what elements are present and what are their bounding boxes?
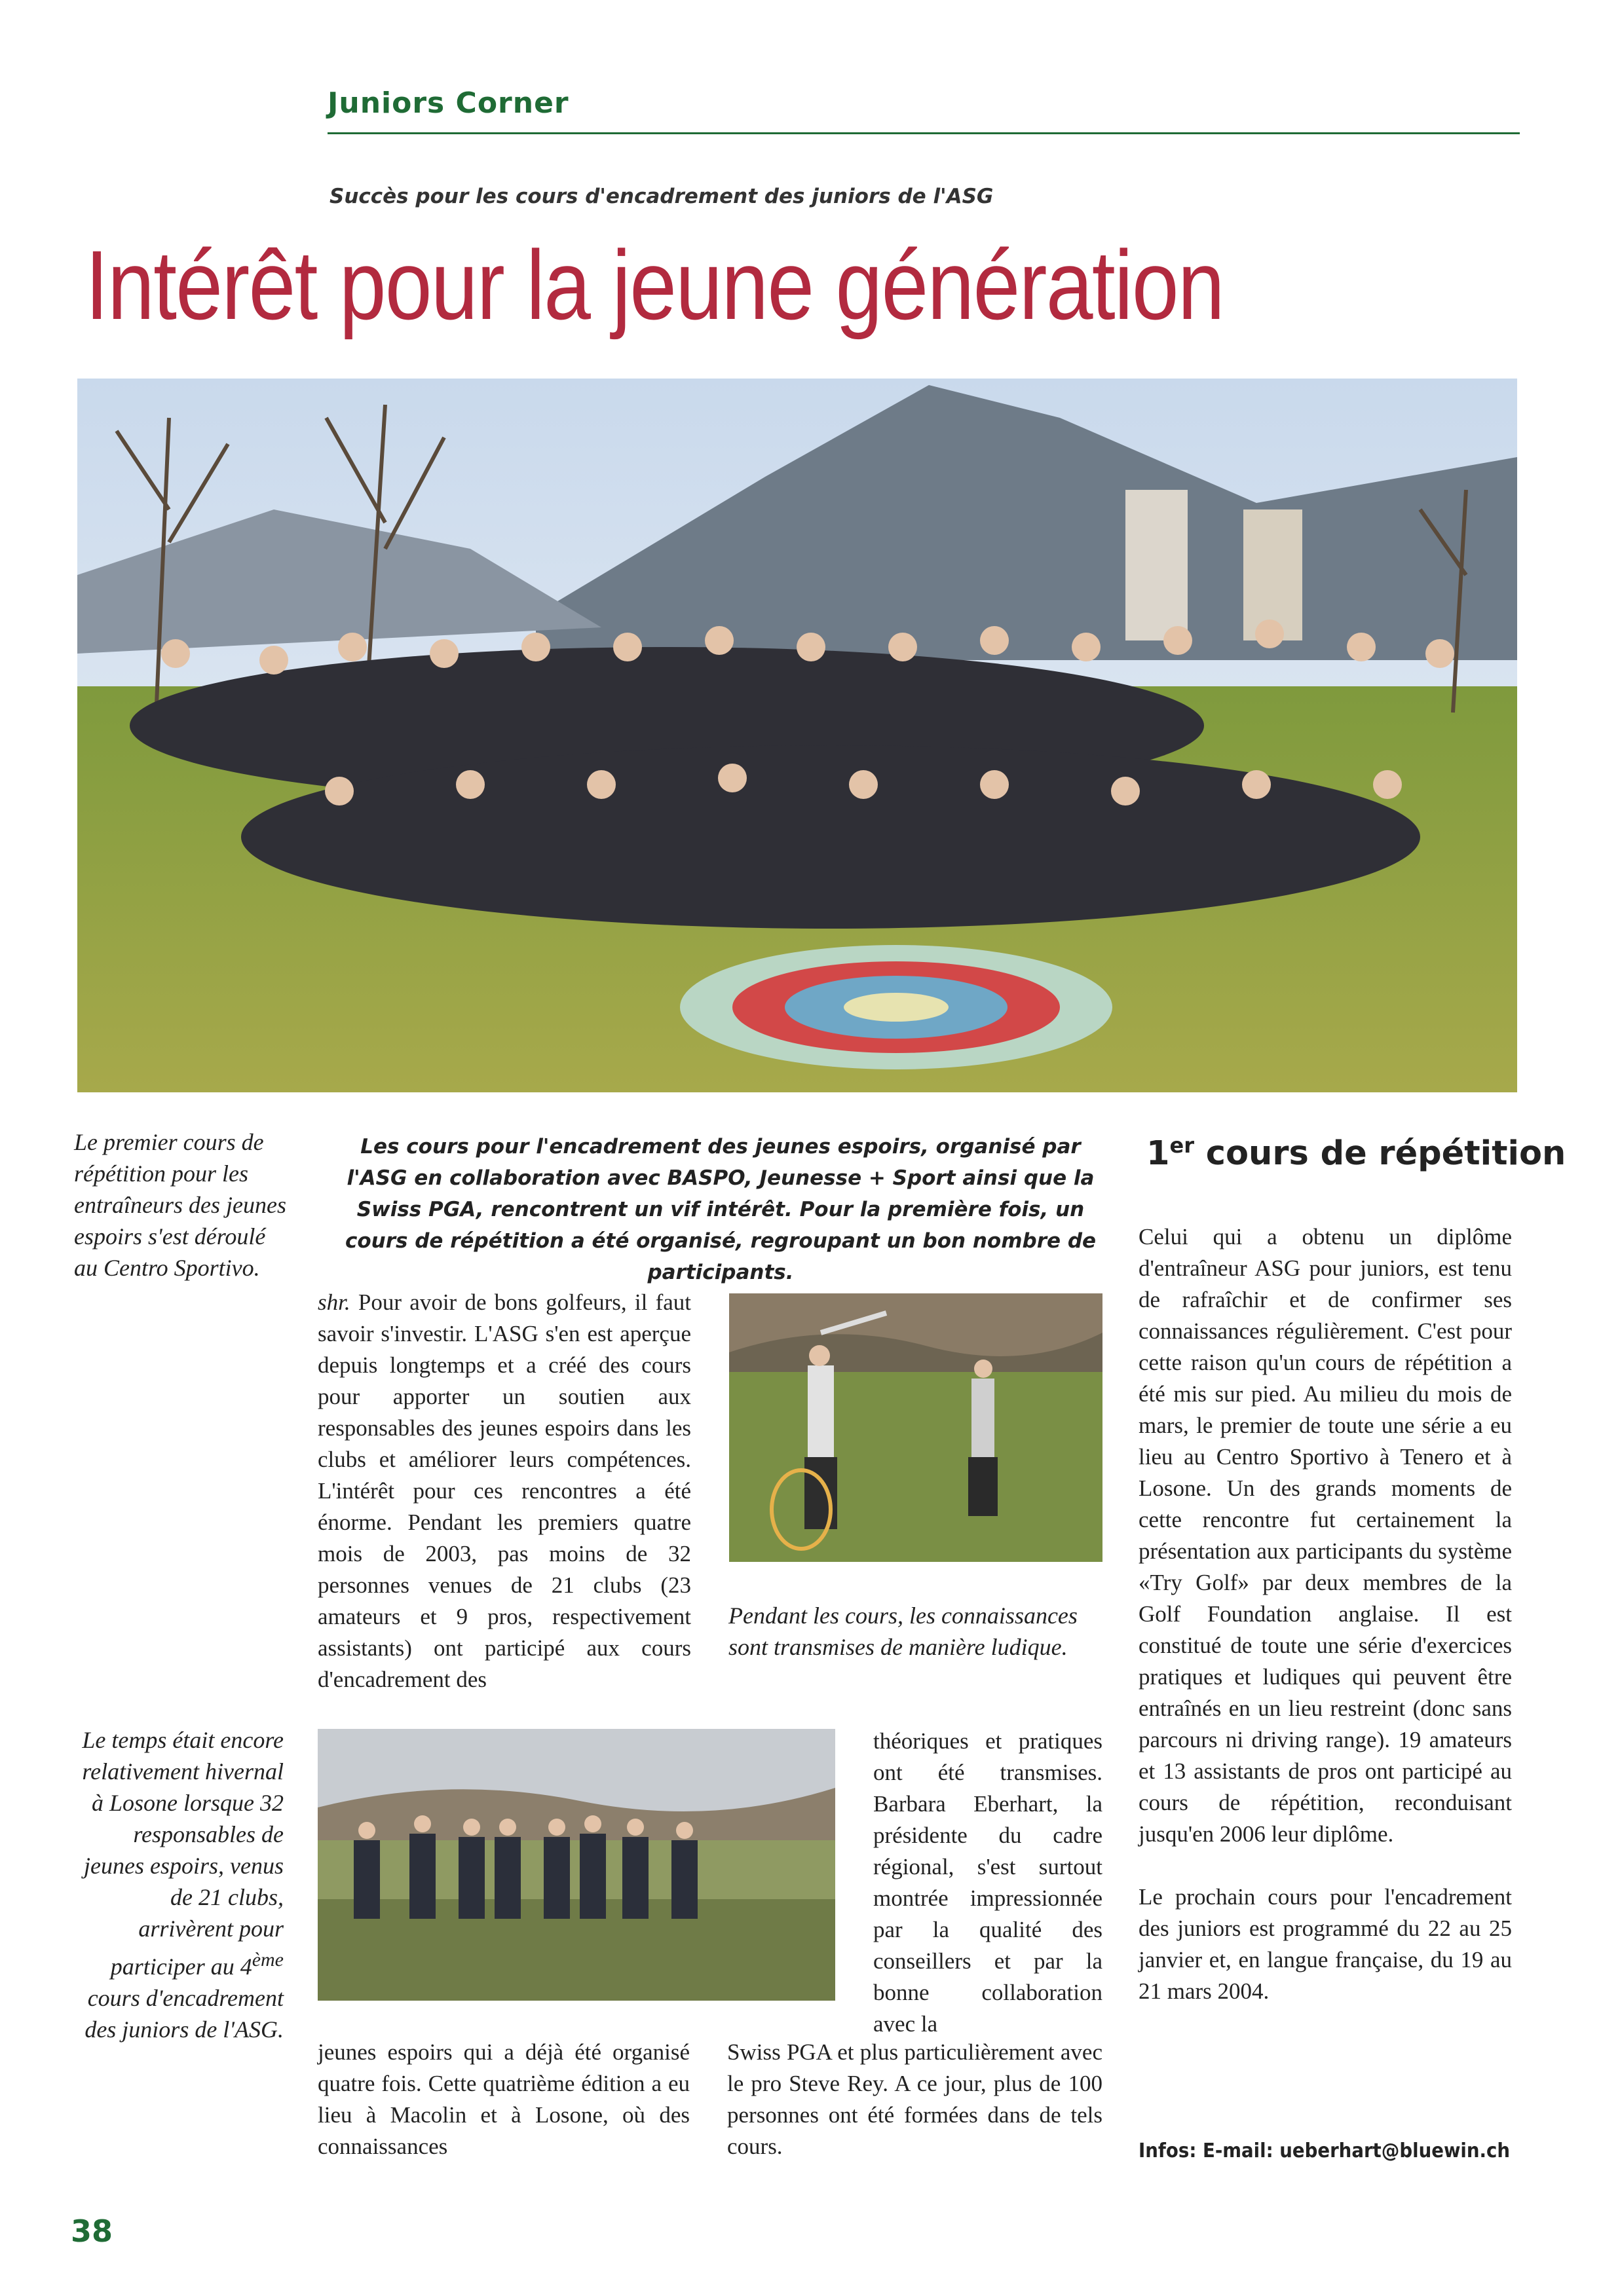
- photo-caption-first-course: Le premier cours de répétition pour les entraîneurs des jeunes espoirs s'est déroulé au Centro Sportivo.: [74, 1129, 286, 1281]
- subhead-text: cours de répétition: [1194, 1134, 1566, 1173]
- sidebar-paragraph-1: Celui qui a obtenu un diplôme d'entraîneur ASG pour juniors, est tenu de rafraîchir et de confirmer ses connaissances régulièrement. C'est pour cette raison qu'un cours de répétition a été mis sur pied. Au milieu du mois de mars, le premier de toute une série a eu lieu au Centro Sportivo à Tenero et à Losone. Un des grands moments de cette rencontre fut certainement la présentation aux participants du système «Try Golf» par deux membres de la Golf Foundation anglaise. Il est constitué de toute une série d'exercices pratiques et ludiques qui peuvent être entraînés en un lieu restreint (donc sans parcours ni driving range). 19 amateurs et 13 assistants de pros ont participé au cours de répétition, reconduisant jusqu'en 2006 leur diplôme.: [1139, 1224, 1512, 1847]
- section-title: Juniors Corner: [328, 86, 569, 120]
- lead-paragraph: Les cours pour l'encadrement des jeunes espoirs, organisé par l'ASG en collaboration avec BASPO, Jeunesse + Sport ainsi que la Swiss PGA, rencontrent un vif intérêt. Pour la première fois, un cours de répétition a été organisé, regroupant un bon nombre de participants.: [345, 1135, 1097, 1284]
- kicker: Succès pour les cours d'encadrement des juniors de l'ASG: [330, 185, 994, 208]
- header-rule: [328, 132, 1520, 134]
- sidebar-subhead: [1146, 1133, 1566, 1173]
- body-column-1: [318, 1287, 691, 1695]
- body-column-2-top: [873, 1726, 1102, 2040]
- caption-weather-text: Le temps était encore relativement hivernal à Losone lorsque 32 responsables de jeunes espoirs, venus de 21 clubs, arrivèrent pour participer au 4: [82, 1727, 284, 1980]
- group-photo: [77, 379, 1517, 1092]
- body-column-2-bottom: [727, 2037, 1102, 2162]
- photo-caption-swing: Pendant les cours, les connaissances sont transmises de manière ludique.: [728, 1602, 1078, 1660]
- body-text-col1-bottom: jeunes espoirs qui a déjà été organisé quatre fois. Cette quatrième édition a eu lieu à Macolin et à Losone, où des connaissances: [318, 2039, 690, 2159]
- headline: Intérêt pour la jeune génération: [85, 230, 1224, 340]
- body-text-col2-top: théoriques et pratiques ont été transmises. Barbara Eberhart, la présidente du cadre régional, s'est surtout montrée impressionnée par la qualité des conseillers et par la bonne collaboration avec la: [873, 1728, 1102, 2037]
- body-text-col2-bottom: Swiss PGA et plus particulièrement avec le pro Steve Rey. A ce jour, plus de 100 personnes ont été formées dans de tels cours.: [727, 2039, 1102, 2159]
- trainees-photo: [318, 1729, 835, 2001]
- swing-photo: [729, 1293, 1102, 1562]
- photo-caption-weather: [74, 1724, 284, 2045]
- sidebar-paragraph-2: Le prochain cours pour l'encadrement des juniors est programmé du 22 au 25 janvier et, en langue française, du 19 au 21 mars 2004.: [1139, 1884, 1512, 2004]
- subhead-number: 1: [1146, 1134, 1170, 1173]
- body-column-1-bottom: [318, 2037, 690, 2162]
- body-text-col1: Pour avoir de bons golfeurs, il faut savoir s'investir. L'ASG s'en est aperçue depuis longtemps et a créé des cours pour apporter un soutien aux responsables des jeunes espoirs dans les clubs et améliorer leurs compétences. L'intérêt pour ces rencontres a été énorme. Pendant les premiers quatre mois de 2003, pas moins de 32 personnes venues de 21 clubs (23 amateurs et 9 pros, respectivement assistants) ont participé aux cours d'encadrement des: [318, 1289, 691, 1692]
- caption-weather-text-end: cours d'encadrement des juniors de l'ASG.: [85, 1985, 284, 2043]
- caption-weather-sup: ème: [252, 1949, 284, 1971]
- page-number: 38: [71, 2213, 113, 2249]
- author-initials: shr.: [318, 1289, 350, 1315]
- sidebar-column: [1139, 1221, 1512, 2007]
- subhead-sup: er: [1169, 1133, 1194, 1158]
- contact-info: Infos: E-mail: ueberhart@bluewin.ch: [1139, 2139, 1511, 2162]
